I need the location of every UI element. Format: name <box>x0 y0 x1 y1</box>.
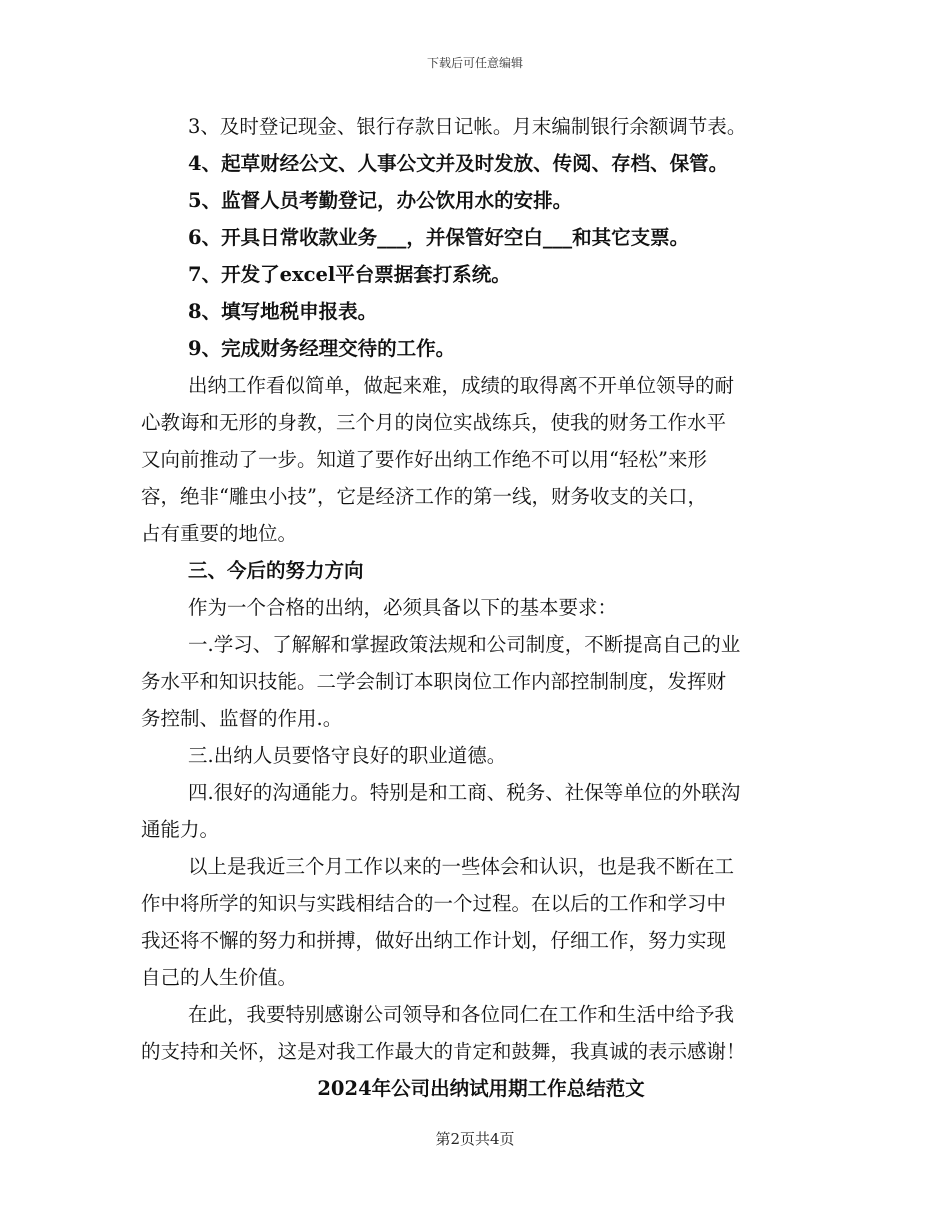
text-line: 自己的人生价值。 <box>141 966 298 989</box>
text-line: 我还将不懈的努力和拼搏，做好出纳工作计划，仔细工作，努力实现 <box>141 929 727 952</box>
text-line: 容，绝非“雕虫小技”，它是经济工作的第一线，财务收支的关口， <box>141 485 707 508</box>
text-line: 5、监督人员考勤登记，办公饮用水的安排。 <box>188 189 573 212</box>
text-line: 占有重要的地位。 <box>141 522 298 545</box>
text-line: 的支持和关怀，这是对我工作最大的肯定和鼓舞，我真诚的表示感谢！ <box>141 1040 746 1063</box>
text-line: 3、及时登记现金、银行存款日记帐。月末编制银行余额调节表。 <box>188 115 747 138</box>
text-line: 心教诲和无形的身教，三个月的岗位实战练兵，使我的财务工作水平 <box>141 411 727 434</box>
page-footer: 第2页共4页 <box>435 1130 515 1148</box>
text-line: 通能力。 <box>141 818 220 841</box>
text-line: 出纳工作看似简单，做起来难，成绩的取得离不开单位领导的耐 <box>188 374 735 397</box>
text-line: 三.出纳人员要恪守良好的职业道德。 <box>188 744 507 767</box>
text-line: 务水平和知识技能。二学会制订本职岗位工作内部控制制度，发挥财 <box>141 670 727 693</box>
text-line: 作为一个合格的出纳，必须具备以下的基本要求： <box>188 596 618 619</box>
text-line: 7、开发了excel平台票据套打系统。 <box>188 263 511 286</box>
text-line: 9、完成财务经理交待的工作。 <box>188 337 456 360</box>
text-line: 4、起草财经公文、人事公文并及时发放、传阅、存档、保管。 <box>188 152 729 175</box>
document-body <box>141 108 821 1107</box>
text-line: 作中将所学的知识与实践相结合的一个过程。在以后的工作和学习中 <box>141 892 727 915</box>
text-line: 一.学习、了解解和掌握政策法规和公司制度，不断提高自己的业 <box>188 633 741 656</box>
next-section-title: 2024年公司出纳试用期工作总结范文 <box>317 1077 645 1100</box>
text-line: 8、填写地税申报表。 <box>188 300 378 323</box>
text-line: 又向前推动了一步。知道了要作好出纳工作绝不可以用“轻松”来形 <box>141 448 707 471</box>
page-header: 下载后可任意编辑 <box>426 56 523 70</box>
section-heading: 三、今后的努力方向 <box>188 559 364 582</box>
text-line: 6、开具日常收款业务___，并保管好空白___和其它支票。 <box>188 226 690 249</box>
text-line: 务控制、监督的作用.。 <box>141 707 343 730</box>
text-line: 以上是我近三个月工作以来的一些体会和认识，也是我不断在工 <box>188 855 735 878</box>
text-line: 在此，我要特别感谢公司领导和各位同仁在工作和生活中给予我 <box>188 1003 735 1026</box>
text-line: 四.很好的沟通能力。特别是和工商、税务、社保等单位的外联沟 <box>188 781 741 804</box>
